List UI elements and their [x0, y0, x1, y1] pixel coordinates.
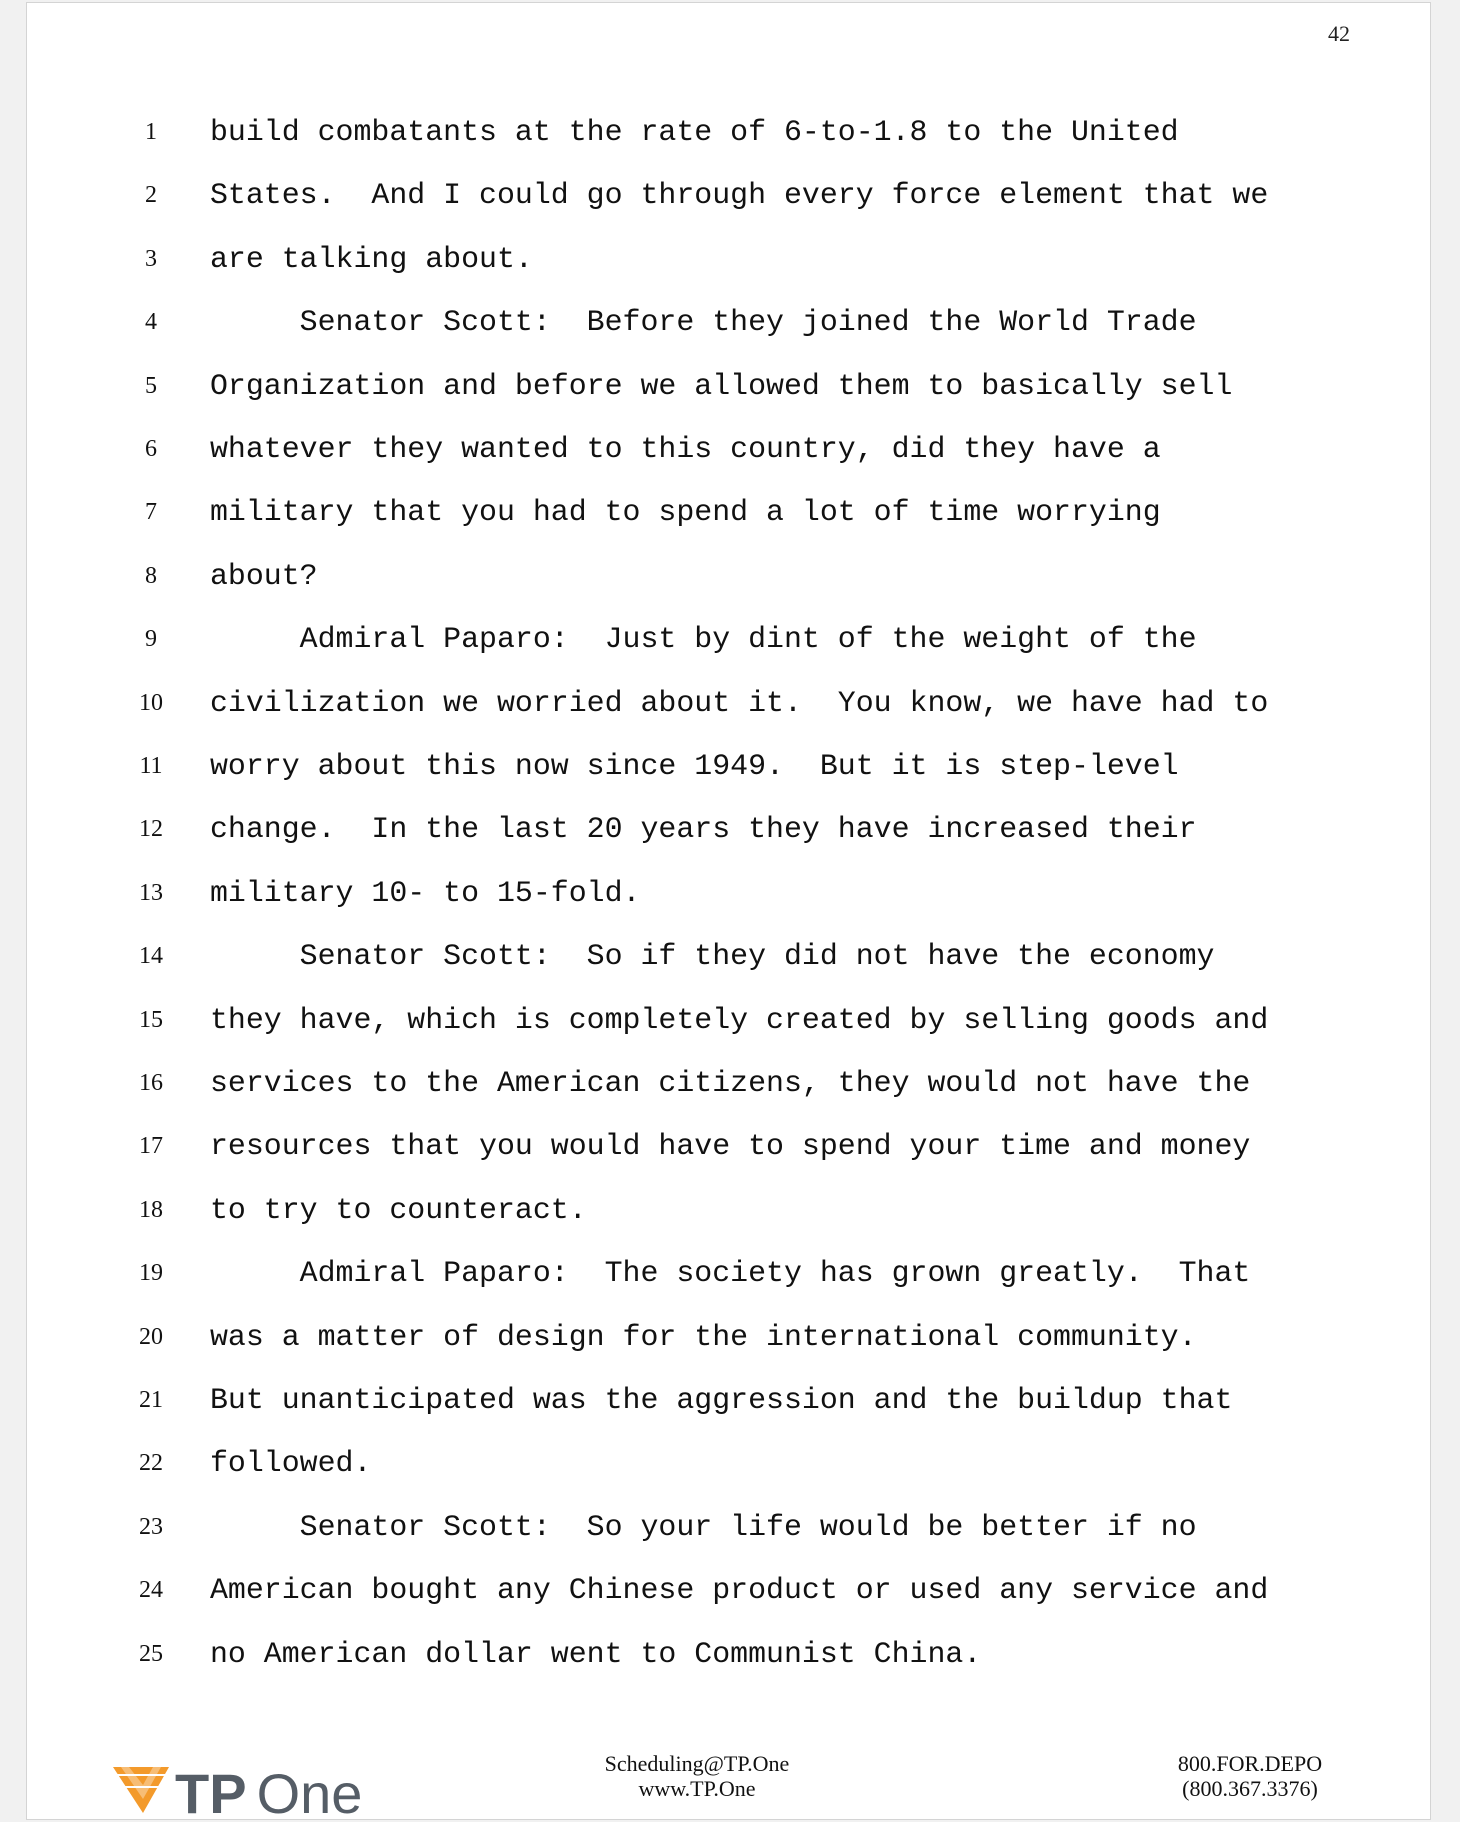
- line-text: followed.: [210, 1446, 372, 1481]
- line-text: worry about this now since 1949. But it is step-level: [210, 749, 1179, 783]
- line-text: to try to counteract.: [210, 1192, 587, 1227]
- transcript-line: [27, 1440, 1430, 1503]
- transcript-line: [27, 426, 1430, 489]
- page-footer: [27, 1709, 1430, 1819]
- line-number: 25: [139, 1640, 163, 1667]
- line-text: was a matter of design for the international community.: [210, 1319, 1197, 1354]
- line-text: are talking about.: [210, 241, 533, 276]
- transcript-line: [27, 1377, 1430, 1440]
- tp-one-chevron-icon: [113, 1767, 169, 1813]
- transcript-line: [27, 109, 1430, 172]
- transcript-line: [27, 1187, 1430, 1250]
- line-number: 22: [139, 1450, 163, 1477]
- transcript-line: [27, 870, 1430, 933]
- line-text: services to the American citizens, they would not have the: [210, 1066, 1251, 1100]
- line-number: 10: [139, 689, 163, 716]
- logo-text-one: One: [256, 1762, 363, 1819]
- line-text: change. In the last 20 years they have increased their: [210, 812, 1197, 847]
- line-text: Admiral Paparo: The society has grown greatly. That: [210, 1256, 1251, 1291]
- line-number: 7: [145, 499, 157, 526]
- line-text: Senator Scott: So your life would be better if no: [210, 1509, 1197, 1544]
- transcript-line: [27, 553, 1430, 616]
- footer-contact: [587, 1751, 807, 1801]
- line-number: 8: [145, 562, 157, 589]
- line-number: 1: [145, 119, 157, 145]
- line-text: States. And I could go through every force element that we: [210, 178, 1269, 213]
- transcript-line: [27, 743, 1430, 806]
- transcript-line: [27, 172, 1430, 235]
- logo-text: [175, 1762, 362, 1819]
- logo-text-tp: TP: [175, 1762, 247, 1819]
- line-text: Admiral Paparo: Just by dint of the weight of the: [210, 622, 1197, 657]
- footer-phone: [1150, 1751, 1350, 1801]
- transcript-line: [27, 1504, 1430, 1567]
- line-text: build combatants at the rate of 6-to-1.8 to the United: [210, 115, 1179, 149]
- transcript-line: [27, 1250, 1430, 1313]
- line-text: they have, which is completely created by selling goods and: [210, 1002, 1269, 1037]
- line-text: Senator Scott: Before they joined the World Trade: [210, 305, 1197, 340]
- line-text: Senator Scott: So if they did not have the economy: [210, 939, 1215, 974]
- line-number: 20: [139, 1323, 163, 1350]
- line-number: 13: [139, 879, 163, 906]
- line-number: 14: [139, 943, 163, 970]
- transcript-line: [27, 997, 1430, 1060]
- line-number: 19: [139, 1260, 163, 1287]
- transcript-line: [27, 806, 1430, 869]
- line-text: But unanticipated was the aggression and the buildup that: [210, 1383, 1233, 1417]
- transcript-line: [27, 616, 1430, 679]
- line-text: no American dollar went to Communist China.: [210, 1636, 982, 1671]
- line-text: civilization we worried about it. You know, we have had to: [210, 685, 1269, 720]
- transcript-line: [27, 1123, 1430, 1186]
- line-number: 5: [145, 372, 157, 399]
- line-text: military 10- to 15-fold.: [210, 875, 641, 910]
- footer-website[interactable]: www.TP.One: [638, 1776, 756, 1801]
- line-number: 2: [145, 182, 157, 209]
- line-number: 16: [139, 1070, 163, 1096]
- line-text: about?: [210, 558, 318, 593]
- footer-phone-vanity: 800.FOR.DEPO: [1177, 1751, 1323, 1776]
- footer-phone-numeric: (800.367.3376): [1182, 1776, 1318, 1801]
- line-text: American bought any Chinese product or used any service and: [210, 1573, 1269, 1608]
- line-text: Organization and before we allowed them to basically sell: [210, 368, 1233, 403]
- transcript-line: [27, 1631, 1430, 1694]
- transcript-line: [27, 1567, 1430, 1630]
- line-number: 23: [139, 1513, 163, 1540]
- transcript-line: [27, 299, 1430, 362]
- line-text: military that you had to spend a lot of time worrying: [210, 495, 1161, 530]
- line-number: 15: [139, 1006, 163, 1033]
- line-number: 12: [139, 816, 163, 843]
- line-number: 24: [139, 1577, 163, 1604]
- transcript-line: [27, 933, 1430, 996]
- transcript-line: [27, 680, 1430, 743]
- transcript-line: [27, 363, 1430, 426]
- line-text: whatever they wanted to this country, did they have a: [210, 432, 1161, 466]
- line-number: 17: [139, 1133, 163, 1160]
- page-number: 42: [1328, 21, 1350, 46]
- line-number: 9: [145, 626, 157, 653]
- line-text: resources that you would have to spend your time and money: [210, 1129, 1251, 1164]
- line-number: 18: [139, 1196, 163, 1223]
- transcript-line: [27, 489, 1430, 552]
- footer-email[interactable]: Scheduling@TP.One: [604, 1751, 790, 1776]
- line-number: 4: [145, 309, 157, 336]
- transcript-page: [26, 2, 1431, 1820]
- tp-one-logo: [113, 1753, 433, 1819]
- transcript-line: [27, 1060, 1430, 1123]
- line-number: 11: [139, 753, 163, 779]
- transcript-line: [27, 1314, 1430, 1377]
- line-number: 21: [139, 1387, 163, 1413]
- line-number: 6: [145, 436, 157, 462]
- line-number: 3: [145, 245, 157, 272]
- transcript-line: [27, 236, 1430, 299]
